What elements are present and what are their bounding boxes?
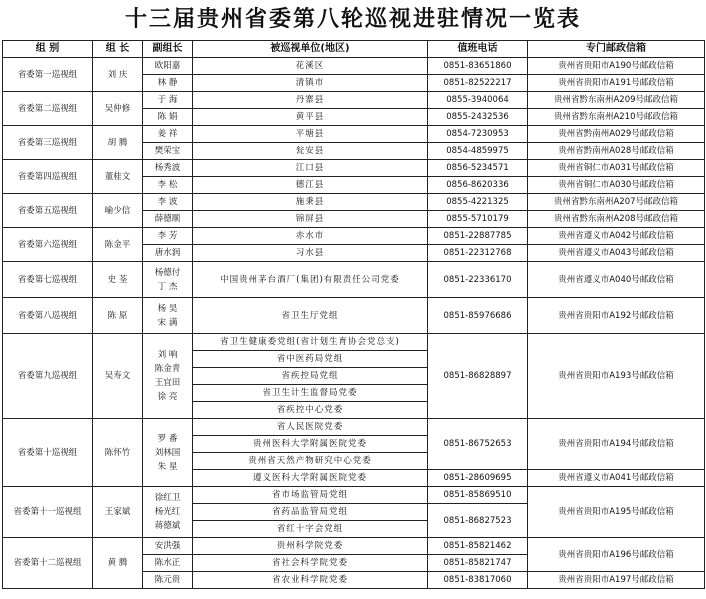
deputy: 蒋德斌 xyxy=(154,521,181,531)
unit: 省红十字会党组 xyxy=(193,521,428,538)
mailbox: 贵州省遵义市A040号邮政信箱 xyxy=(528,262,705,298)
phone: 0851-22887785 xyxy=(428,228,528,245)
deputy: 安洪强 xyxy=(143,538,193,555)
unit: 花溪区 xyxy=(193,58,428,75)
deputy: 陈元贵 xyxy=(143,572,193,589)
header-row xyxy=(3,41,705,58)
unit: 江口县 xyxy=(193,160,428,177)
deputy: 樊荣宝 xyxy=(143,143,193,160)
group-name: 省委第五巡视组 xyxy=(3,194,93,228)
table-row xyxy=(3,160,705,177)
mailbox: 贵州省贵阳市A195号邮政信箱 xyxy=(528,487,705,538)
phone: 0855-4221325 xyxy=(428,194,528,211)
table-row xyxy=(3,298,705,334)
mailbox: 贵州省贵阳市A194号邮政信箱 xyxy=(528,419,705,470)
phone: 0855-5710179 xyxy=(428,211,528,228)
phone: 0851-22336170 xyxy=(428,262,528,298)
group-name: 省委第八巡视组 xyxy=(3,298,93,334)
group-name: 省委第七巡视组 xyxy=(3,262,93,298)
unit: 省疾控中心党委 xyxy=(193,402,428,419)
deputy: 于 海 xyxy=(143,92,193,109)
deputy: 徐 亮 xyxy=(157,392,178,402)
deputy: 姜 祥 xyxy=(143,126,193,143)
unit: 省药品监管局党组 xyxy=(193,504,428,521)
deputy: 李 松 xyxy=(143,177,193,194)
group-leader: 黄 腾 xyxy=(93,538,143,589)
group-name: 省委第一巡视组 xyxy=(3,58,93,92)
group-name: 省委第三巡视组 xyxy=(3,126,93,160)
unit: 省卫生厅党组 xyxy=(193,298,428,334)
unit: 省人民医院党委 xyxy=(193,419,428,436)
phone: 0851-85821747 xyxy=(428,555,528,572)
mailbox: 贵州省黔南州A029号邮政信箱 xyxy=(528,126,705,143)
unit: 中国贵州茅台酒厂(集团)有限责任公司党委 xyxy=(193,262,428,298)
mailbox: 贵州省黔东南州A207号邮政信箱 xyxy=(528,194,705,211)
deputy: 杨秀波 xyxy=(143,160,193,177)
mailbox: 贵州省贵阳市A192号邮政信箱 xyxy=(528,298,705,334)
deputy: 王宜田 xyxy=(154,378,181,388)
phone: 0855-2432536 xyxy=(428,109,528,126)
deputy: 杨光红 xyxy=(154,507,181,517)
table-row xyxy=(3,58,705,75)
table-row xyxy=(3,92,705,109)
inspection-table xyxy=(2,40,705,589)
group-leader: 董桂文 xyxy=(93,160,143,194)
deputy: 薛德顺 xyxy=(143,211,193,228)
table-row xyxy=(3,228,705,245)
phone: 0851-85821462 xyxy=(428,538,528,555)
deputy: 朱 星 xyxy=(157,461,178,472)
deputy: 刘 响 xyxy=(157,350,178,360)
mailbox: 贵州省贵阳市A197号邮政信箱 xyxy=(528,572,705,589)
phone: 0851-86752653 xyxy=(428,419,528,470)
unit: 贵州省天然产物研究中心党委 xyxy=(193,453,428,470)
deputy: 徐红卫 xyxy=(154,493,181,503)
phone: 0851-22312768 xyxy=(428,245,528,262)
group-name: 省委第二巡视组 xyxy=(3,92,93,126)
deputy: 李 波 xyxy=(143,194,193,211)
mailbox: 贵州省贵阳市A196号邮政信箱 xyxy=(528,538,705,572)
phone: 0851-28609695 xyxy=(428,470,528,487)
phone: 0856-8620336 xyxy=(428,177,528,194)
unit: 赤水市 xyxy=(193,228,428,245)
unit: 瓮安县 xyxy=(193,143,428,160)
table-row xyxy=(3,126,705,143)
mailbox: 贵州省黔东南州A210号邮政信箱 xyxy=(528,109,705,126)
unit: 黄平县 xyxy=(193,109,428,126)
table-row xyxy=(3,487,705,504)
header-leader: 组 长 xyxy=(93,41,143,58)
group-name: 省委第十二巡视组 xyxy=(3,538,93,589)
mailbox: 贵州省贵阳市A190号邮政信箱 xyxy=(528,58,705,75)
group-leader: 吴仲修 xyxy=(93,92,143,126)
table-row xyxy=(3,538,705,555)
group-leader: 陈怀竹 xyxy=(93,419,143,487)
header-unit: 被巡视单位(地区) xyxy=(193,41,428,58)
group-leader: 王家斌 xyxy=(93,487,143,538)
group-leader: 吴寿文 xyxy=(93,334,143,419)
unit: 省市场监管局党组 xyxy=(193,487,428,504)
deputy-cell xyxy=(143,262,193,298)
deputy: 陈金青 xyxy=(154,364,181,374)
mailbox: 贵州省黔东南州A209号邮政信箱 xyxy=(528,92,705,109)
mailbox: 贵州省黔南州A028号邮政信箱 xyxy=(528,143,705,160)
group-leader: 陈 原 xyxy=(93,298,143,334)
table-row xyxy=(3,262,705,298)
phone: 0851-85869510 xyxy=(428,487,528,504)
header-mailbox: 专门邮政信箱 xyxy=(528,41,705,58)
deputy: 丁 杰 xyxy=(157,281,178,292)
phone: 0851-85976686 xyxy=(428,298,528,334)
deputy: 宋 满 xyxy=(157,317,178,328)
unit: 习水县 xyxy=(193,245,428,262)
phone: 0851-83651860 xyxy=(428,58,528,75)
deputy-cell xyxy=(143,419,193,487)
group-name: 省委第九巡视组 xyxy=(3,334,93,419)
mailbox: 贵州省黔东南州A208号邮政信箱 xyxy=(528,211,705,228)
unit: 省卫生计生监督局党委 xyxy=(193,385,428,402)
deputy-cell xyxy=(143,487,193,538)
unit: 省中医药局党组 xyxy=(193,351,428,368)
mailbox: 贵州省遵义市A043号邮政信箱 xyxy=(528,245,705,262)
phone: 0851-82522217 xyxy=(428,75,528,92)
unit: 遵义医科大学附属医院党委 xyxy=(193,470,428,487)
deputy-cell xyxy=(143,334,193,419)
group-leader: 喻少信 xyxy=(93,194,143,228)
document-title: 十三届贵州省委第八轮巡视进驻情况一览表 xyxy=(124,6,581,32)
mailbox: 贵州省遵义市A041号邮政信箱 xyxy=(528,470,705,487)
phone: 0851-83817060 xyxy=(428,572,528,589)
unit: 省卫生健康委党组(省计划生育协会党总支) xyxy=(193,334,428,351)
unit: 德江县 xyxy=(193,177,428,194)
header-phone: 值班电话 xyxy=(428,41,528,58)
unit: 贵州科学院党委 xyxy=(193,538,428,555)
mailbox: 贵州省铜仁市A031号邮政信箱 xyxy=(528,160,705,177)
deputy: 林 静 xyxy=(143,75,193,92)
unit: 锦屏县 xyxy=(193,211,428,228)
table-row xyxy=(3,334,705,351)
mailbox: 贵州省铜仁市A030号邮政信箱 xyxy=(528,177,705,194)
deputy: 陈 娟 xyxy=(143,109,193,126)
unit: 清镇市 xyxy=(193,75,428,92)
mailbox: 贵州省遵义市A042号邮政信箱 xyxy=(528,228,705,245)
group-leader: 史 荃 xyxy=(93,262,143,298)
phone: 0854-7230953 xyxy=(428,126,528,143)
phone: 0855-3940064 xyxy=(428,92,528,109)
mailbox: 贵州省贵阳市A191号邮政信箱 xyxy=(528,75,705,92)
deputy: 刘林国 xyxy=(154,447,181,458)
unit: 丹寨县 xyxy=(193,92,428,109)
header-deputy: 副组长 xyxy=(143,41,193,58)
group-name: 省委第十一巡视组 xyxy=(3,487,93,538)
group-leader: 陈金平 xyxy=(93,228,143,262)
phone: 0854-4859975 xyxy=(428,143,528,160)
deputy: 罗 番 xyxy=(157,433,178,444)
group-leader: 刘 庆 xyxy=(93,58,143,92)
deputy: 杨 昊 xyxy=(157,303,178,314)
unit: 施秉县 xyxy=(193,194,428,211)
group-name: 省委第十巡视组 xyxy=(3,419,93,487)
group-name: 省委第六巡视组 xyxy=(3,228,93,262)
phone: 0851-86827523 xyxy=(428,504,528,538)
unit: 省农业科学院党委 xyxy=(193,572,428,589)
phone: 0851-86828897 xyxy=(428,334,528,419)
unit: 省社会科学院党委 xyxy=(193,555,428,572)
deputy: 陈水正 xyxy=(143,555,193,572)
table-row xyxy=(3,194,705,211)
header-group: 组 别 xyxy=(3,41,93,58)
deputy: 欧阳嘉 xyxy=(143,58,193,75)
table-row xyxy=(3,419,705,436)
phone: 0856-5234571 xyxy=(428,160,528,177)
deputy: 杨德付 xyxy=(154,267,181,278)
unit: 平塘县 xyxy=(193,126,428,143)
mailbox: 贵州省贵阳市A193号邮政信箱 xyxy=(528,334,705,419)
deputy: 李 芳 xyxy=(143,228,193,245)
deputy-cell xyxy=(143,298,193,334)
unit: 省疾控局党组 xyxy=(193,368,428,385)
unit: 贵州医科大学附属医院党委 xyxy=(193,436,428,453)
group-leader: 胡 腾 xyxy=(93,126,143,160)
deputy: 唐水润 xyxy=(143,245,193,262)
group-name: 省委第四巡视组 xyxy=(3,160,93,194)
